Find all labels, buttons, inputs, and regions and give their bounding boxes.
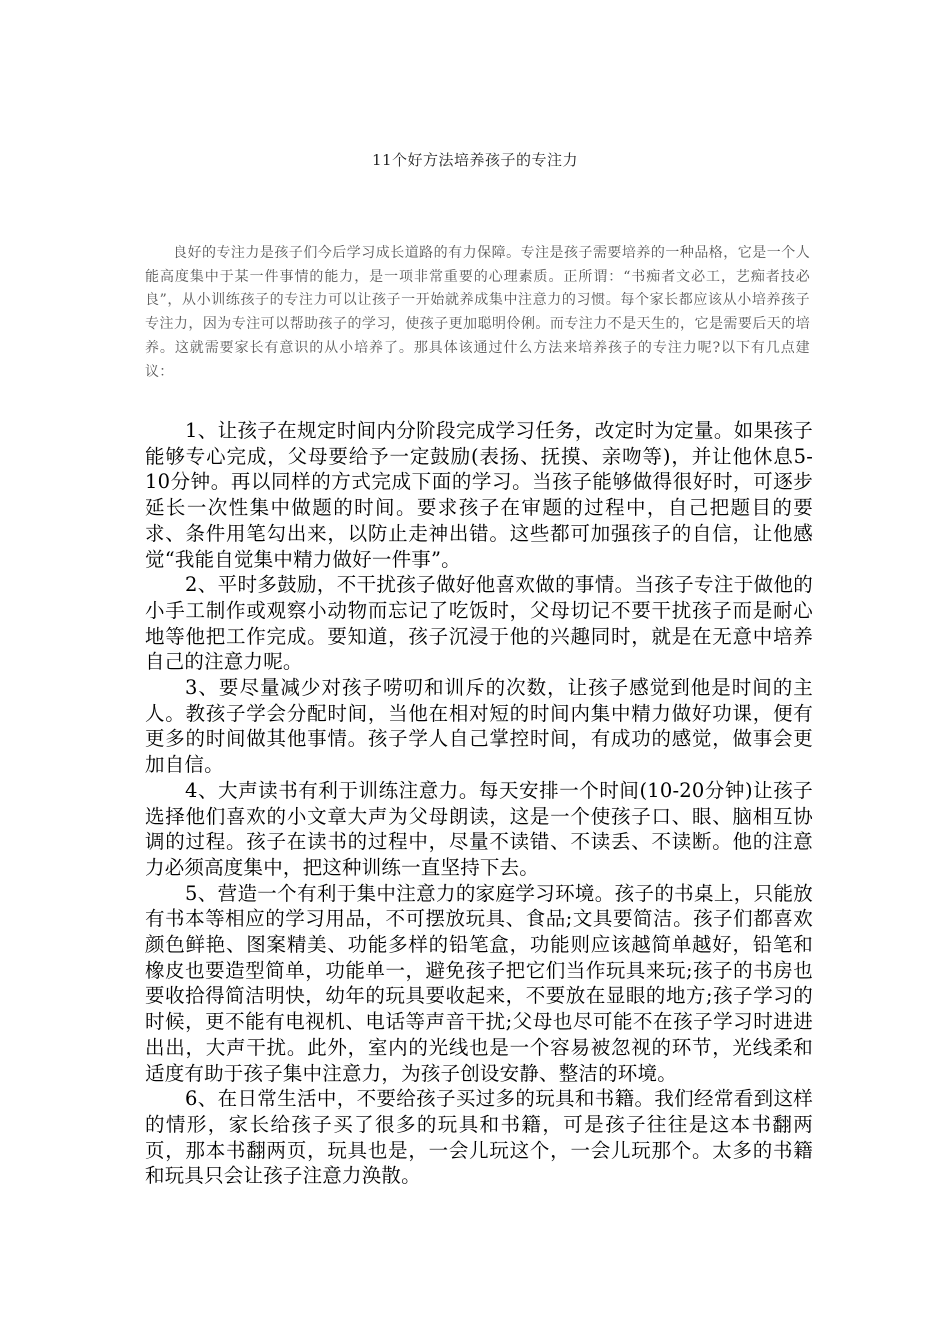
tip-paragraph-4: 4、大声读书有利于训练注意力。每天安排一个时间(10-20分钟)让孩子选择他们喜欢的小文章大声为父母朗读，这是一个使孩子口、眼、脑相互协调的过程。孩子在读书的过程中，尽量不读错、不读丢、不读断。他的注意力必须高度集中，把这种训练一直坚持下去。 [145,778,813,879]
tip-paragraph-6: 6、在日常生活中，不要给孩子买过多的玩具和书籍。我们经常看到这样的情形，家长给孩子买了很多的玩具和书籍，可是孩子往往是这本书翻两页，那本书翻两页，玩具也是，一会儿玩这个，一会儿玩那个。太多的书籍和玩具只会让孩子注意力涣散。 [145,1087,813,1188]
tip-paragraph-3: 3、要尽量减少对孩子唠叨和训斥的次数，让孩子感觉到他是时间的主人。教孩子学会分配时间，当他在相对短的时间内集中精力做好功课，便有更多的时间做其他事情。孩子学人自己掌控时间，有成功的感觉，做事会更加自信。 [145,676,813,777]
intro-paragraph: 良好的专注力是孩子们今后学习成长道路的有力保障。专注是孩子需要培养的一种品格，它是一个人能高度集中于某一件事情的能力，是一项非常重要的心理素质。正所谓：“书痴者文必工，艺痴者技必良”，从小训练孩子的专注力可以让孩子一开始就养成集中注意力的习惯。每个家长都应该从小培养孩子专注力，因为专注可以帮助孩子的学习，使孩子更加聪明伶俐。而专注力不是天生的，它是需要后天的培养。这就需要家长有意识的从小培养了。那具体该通过什么方法来培养孩子的专注力呢?以下有几点建议： [145,245,810,380]
tip-paragraph-5: 5、营造一个有利于集中注意力的家庭学习环境。孩子的书桌上，只能放有书本等相应的学习用品，不可摆放玩具、食品;文具要简洁。孩子们都喜欢颜色鲜艳、图案精美、功能多样的铅笔盒，功能则应该越简单越好，铅笔和橡皮也要造型简单，功能单一，避免孩子把它们当作玩具来玩;孩子的书房也要收拾得简洁明快，幼年的玩具要收起来，不要放在显眼的地方;孩子学习的时候，更不能有电视机、电话等声音干扰;父母也尽可能不在孩子学习时进进出出，大声干扰。此外，室内的光线也是一个容易被忽视的环节，光线柔和适度有助于孩子集中注意力，为孩子创设安静、整洁的环境。 [145,881,813,1085]
tip-paragraph-2: 2、平时多鼓励，不干扰孩子做好他喜欢做的事情。当孩子专注于做他的小手工制作或观察小动物而忘记了吃饭时，父母切记不要干扰孩子而是耐心地等他把工作完成。要知道，孩子沉浸于他的兴趣同时，就是在无意中培养自己的注意力呢。 [145,573,813,674]
tip-paragraph-1: 1、让孩子在规定时间内分阶段完成学习任务，改定时为定量。如果孩子能够专心完成，父母要给予一定鼓励(表扬、抚摸、亲吻等)，并让他休息5-10分钟。再以同样的方式完成下面的学习。当孩子能够做得很好时，可逐步延长一次性集中做题的时间。要求孩子在审题的过程中，自己把题目的要求、条件用笔勾出来，以防止走神出错。这些都可加强孩子的自信，让他感觉“我能自觉集中精力做好一件事”。 [145,419,813,571]
document-title: 11个好方法培养孩子的专注力 [371,151,579,169]
tips-list [145,418,813,1189]
